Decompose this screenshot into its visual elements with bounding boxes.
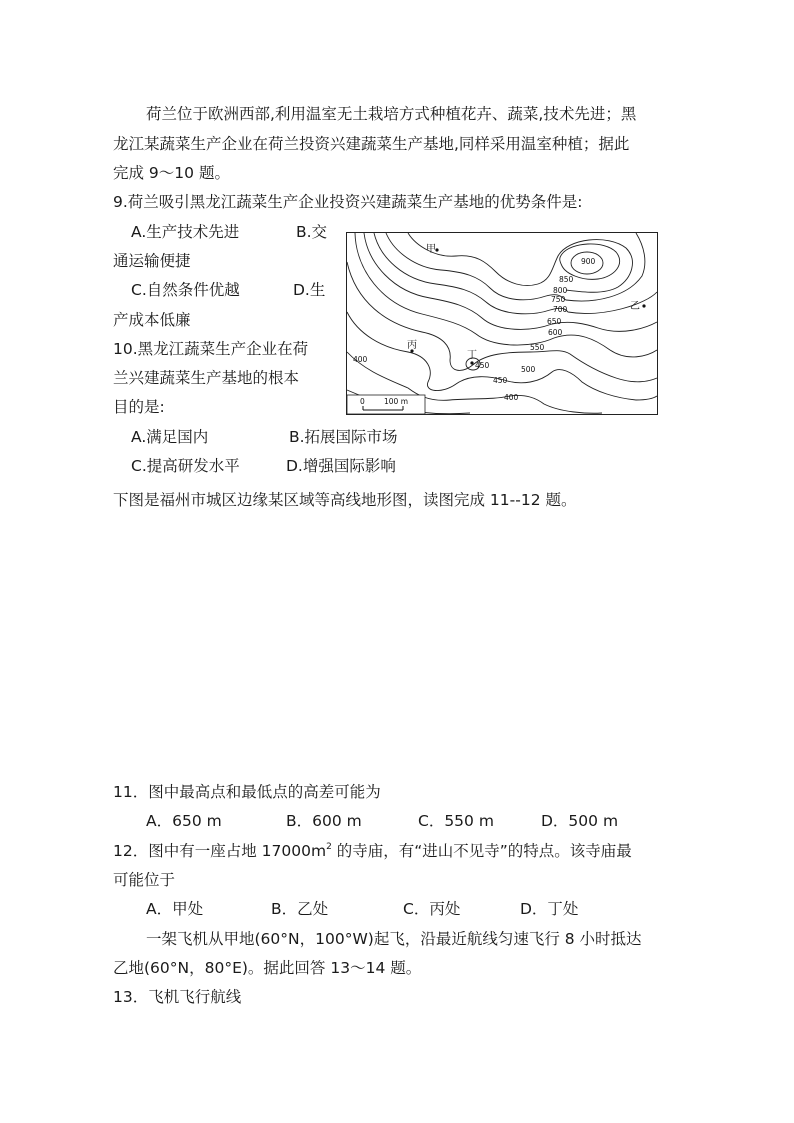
passage-13-14-line2: 乙地(60°N，80°E)。据此回答 13～14 题。: [113, 959, 422, 977]
contour-label-650: 650: [547, 317, 562, 326]
q9-stem: 9.荷兰吸引黑龙江蔬菜生产企业投资兴建蔬菜生产基地的优势条件是:: [113, 193, 583, 211]
q11-option-d: D．500 m: [541, 812, 619, 830]
contour-label-450-hill: 450: [475, 361, 490, 370]
q10-option-b: B.拓展国际市场: [289, 428, 398, 446]
scale-zero: 0: [360, 397, 365, 406]
q12-option-c: C．丙处: [403, 900, 461, 918]
q13-stem: 13．飞机飞行航线: [113, 988, 242, 1006]
q12-option-a: A．甲处: [146, 900, 204, 918]
contour-label-400-bottom: 400: [504, 393, 519, 402]
q12-option-b: B．乙处: [271, 900, 329, 918]
q10-option-d: D.增强国际影响: [286, 457, 396, 475]
q9-option-d-part1: D.生: [293, 281, 326, 299]
contour-label-400-left: 400: [353, 355, 368, 364]
intro-line-1: 荷兰位于欧洲西部,利用温室无土栽培方式种植花卉、蔬菜,技术先进；黑: [146, 105, 637, 123]
q9-option-b-part2: 通运输便捷: [113, 252, 191, 270]
scale-distance: 100 m: [384, 397, 409, 406]
point-yi-marker: [642, 304, 645, 307]
point-ding-label: 丁: [467, 350, 477, 361]
q9-option-b-part1: B.交: [296, 223, 328, 241]
contour-label-450: 450: [493, 376, 508, 385]
passage-11-12: 下图是福州市城区边缘某区域等高线地形图，读图完成 11--12 题。: [113, 491, 577, 509]
intro-line-2: 龙江某蔬菜生产企业在荷兰投资兴建蔬菜生产基地,同样采用温室种植；据此: [113, 135, 630, 153]
scale-bar: [347, 395, 425, 414]
q9-option-d-part2: 产成本低廉: [113, 311, 191, 329]
contour-map-figure: [346, 232, 658, 415]
q11-stem: 11．图中最高点和最低点的高差可能为: [113, 783, 381, 801]
q9-option-c: C.自然条件优越: [131, 281, 240, 299]
q9-option-a: A.生产技术先进: [131, 223, 240, 241]
q12-stem-sup: 2: [326, 842, 332, 852]
point-bing-label: 丙: [407, 340, 417, 351]
q12-option-d: D．丁处: [520, 900, 579, 918]
q10-option-c: C.提高研发水平: [131, 457, 240, 475]
q12-stem-before: 12．图中有一座占地 17000m: [113, 842, 327, 860]
contour-label-800: 800: [553, 286, 568, 295]
contour-label-500: 500: [521, 365, 536, 374]
contour-label-900: 900: [581, 257, 596, 266]
contour-label-550: 550: [530, 343, 545, 352]
intro-line-3: 完成 9～10 题。: [113, 164, 230, 182]
contour-label-850: 850: [559, 275, 574, 284]
q10-stem-line1: 10.黑龙江蔬菜生产企业在荷: [113, 340, 309, 358]
q12-stem-line2: 可能位于: [113, 871, 176, 889]
q12-stem-after: 的寺庙，有“进山不见寺”的特点。该寺庙最: [331, 842, 632, 860]
q11-option-b: B．600 m: [286, 812, 362, 830]
point-jia-label: 甲: [426, 244, 436, 255]
contour-label-700: 700: [553, 305, 568, 314]
q10-stem-line2: 兰兴建蔬菜生产基地的根本: [113, 369, 300, 387]
q11-option-a: A．650 m: [146, 812, 222, 830]
contour-label-600: 600: [548, 328, 563, 337]
q10-stem-line3: 目的是:: [113, 398, 165, 416]
q11-option-c: C．550 m: [418, 812, 494, 830]
passage-13-14-line1: 一架飞机从甲地(60°N，100°W)起飞，沿最近航线匀速飞行 8 小时抵达: [146, 930, 642, 948]
contour-label-750: 750: [551, 295, 566, 304]
point-yi-label: 乙: [630, 301, 640, 312]
q12-stem-line1: [113, 841, 632, 861]
point-ding-marker: [470, 361, 473, 364]
q10-option-a: A.满足国内: [131, 428, 209, 446]
